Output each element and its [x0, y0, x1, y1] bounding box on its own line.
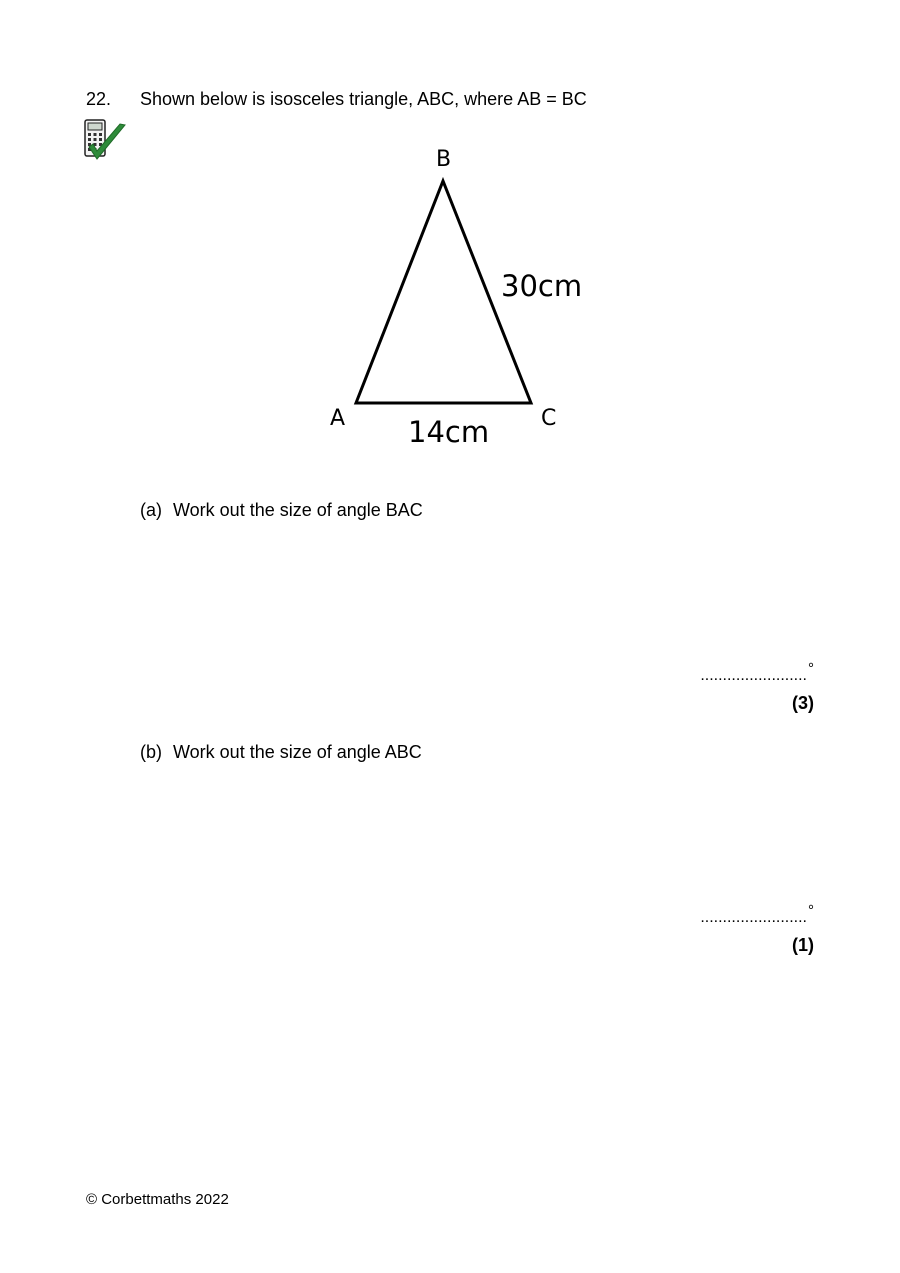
part-a-text: Work out the size of angle BAC — [173, 500, 423, 520]
vertex-a-label: A — [330, 406, 346, 431]
triangle-diagram — [320, 140, 600, 460]
part-b-answer-dots: ........................ — [700, 909, 807, 926]
question-text: Shown below is isosceles triangle, ABC, where AB = BC — [140, 89, 587, 109]
vertex-c-label: C — [541, 406, 557, 431]
part-b-answer-line[interactable] — [700, 902, 814, 927]
vertex-b-label: B — [436, 147, 452, 172]
copyright-footer: © Corbettmaths 2022 — [86, 1191, 229, 1208]
part-a-label: (a) — [140, 500, 162, 520]
side-bc-length: 30cm — [501, 269, 583, 303]
part-a-answer-line[interactable] — [700, 660, 814, 685]
part-b-degree-symbol: ° — [808, 902, 814, 919]
question-number: 22. — [86, 89, 112, 109]
part-a-marks: (3) — [792, 693, 814, 713]
part-a-answer-dots: ........................ — [700, 667, 807, 684]
part-b-marks: (1) — [792, 935, 814, 955]
part-b-text: Work out the size of angle ABC — [173, 742, 422, 762]
part-a-degree-symbol: ° — [808, 660, 814, 677]
calculator-allowed-icon — [84, 119, 128, 165]
side-ac-length: 14cm — [408, 415, 490, 449]
part-b-label: (b) — [140, 742, 162, 762]
